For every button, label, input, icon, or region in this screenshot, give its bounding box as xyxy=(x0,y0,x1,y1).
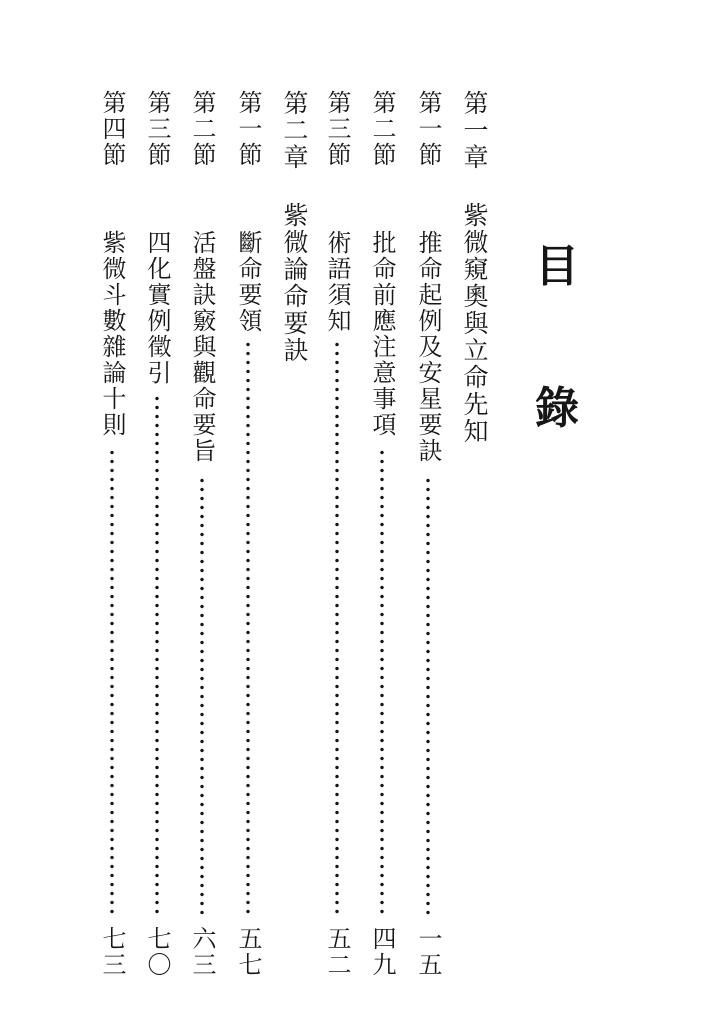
toc-entry-ch2-sec4[interactable] xyxy=(95,90,129,980)
section-label: 第三節 xyxy=(323,90,351,168)
page-number: 六三 xyxy=(188,926,216,978)
dot-leader xyxy=(200,476,204,916)
chapter-2-title: 紫微論命要訣 xyxy=(280,202,309,364)
toc-entry-ch1-sec2[interactable] xyxy=(365,90,399,980)
dot-leader xyxy=(380,448,384,916)
section-label: 第二節 xyxy=(188,90,216,168)
toc-entry-ch2-sec3[interactable] xyxy=(140,90,174,980)
chapter-1-label: 第一章 xyxy=(460,90,489,171)
section-title: 推命起例及安星要訣 xyxy=(414,230,442,464)
dot-leader xyxy=(246,340,250,916)
toc-entry-ch1-sec3[interactable] xyxy=(320,90,354,980)
dot-leader xyxy=(335,340,339,916)
section-title: 四化實例徵引 xyxy=(143,230,171,386)
section-title: 術語須知 xyxy=(323,230,351,334)
section-title: 活盤訣竅與觀命要旨 xyxy=(188,230,216,464)
toc-entry-ch2-sec2[interactable] xyxy=(185,90,219,980)
toc-chapter-2[interactable] xyxy=(277,90,311,980)
page-number: 五七 xyxy=(234,926,262,978)
page-number: 五二 xyxy=(323,926,351,978)
section-title: 紫微斗數雜論十則 xyxy=(98,230,126,438)
title-char-1: 目 xyxy=(535,241,579,292)
section-label: 第一節 xyxy=(414,90,442,168)
page-number: 一五 xyxy=(414,926,442,978)
table-of-contents-title xyxy=(532,230,582,434)
dot-leader xyxy=(110,448,114,916)
page-number: 七三 xyxy=(98,926,126,978)
section-label: 第四節 xyxy=(98,90,126,168)
section-title: 批命前應注意事項 xyxy=(368,230,396,438)
title-char-2: 錄 xyxy=(535,383,579,434)
dot-leader xyxy=(155,394,159,916)
page-number: 七〇 xyxy=(143,926,171,978)
chapter-2-label: 第二章 xyxy=(280,90,309,171)
section-label: 第三節 xyxy=(143,90,171,168)
page-number: 四九 xyxy=(368,926,396,978)
toc-entry-ch1-sec1[interactable] xyxy=(411,90,445,980)
chapter-1-title: 紫微窺奧與立命先知 xyxy=(460,202,489,445)
toc-entry-ch2-sec1[interactable] xyxy=(231,90,265,980)
section-label: 第二節 xyxy=(368,90,396,168)
toc-chapter-1[interactable] xyxy=(457,90,491,980)
dot-leader xyxy=(426,476,430,916)
section-label: 第一節 xyxy=(234,90,262,168)
section-title: 斷命要領 xyxy=(234,230,262,334)
